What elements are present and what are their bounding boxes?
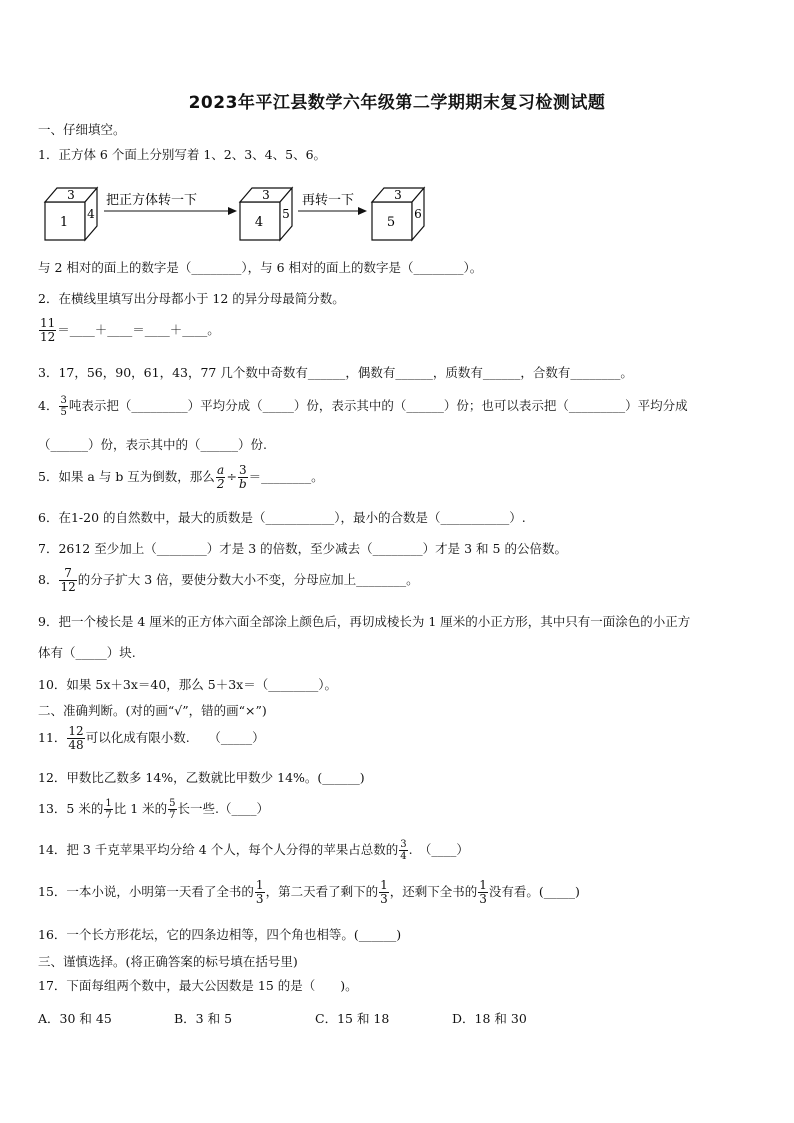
question-17: 17．下面每组两个数中，最大公因数是 15 的是（ )。	[38, 978, 358, 993]
cube-2-front: 4	[254, 215, 264, 230]
arrow-1-head	[228, 207, 237, 215]
question-1: 1．正方体 6 个面上分别写着 1、2、3、4、5、6。	[38, 147, 327, 162]
cube-1-side: 4	[87, 207, 95, 221]
cube-2-top: 3	[262, 188, 270, 202]
cube-rotation-figure	[40, 180, 440, 250]
option-c: C．15 和 18	[315, 1011, 390, 1026]
fraction-3-4: $\frac{3}{4}$	[400, 839, 407, 862]
question-8: 8． $\frac{7}{12}$ 的分子扩大 3 倍，要使分数大小不变，分母应加上________。	[38, 566, 419, 594]
fraction-12-48: $\frac{12}{48}$	[68, 724, 84, 752]
question-10: 10．如果 5x＋3x＝40，那么 5＋3x＝（________）。	[38, 677, 337, 692]
cube-3-top: 3	[394, 188, 402, 202]
section-1-heading: 一、仔细填空。	[38, 122, 126, 137]
option-a: A．30 和 45	[38, 1011, 112, 1026]
fraction-7-12: $\frac{7}{12}$	[60, 566, 76, 594]
question-13: 13．5 米的 $\frac{1}{7}$ 比 1 米的 $\frac{5}{7}$ 长一些.（____）	[38, 798, 269, 821]
arrow-1-label: 把正方体转一下	[106, 193, 198, 208]
question-4-line-2: （______）份，表示其中的（______）份.	[38, 437, 267, 452]
question-4-line-1: 4． $\frac{3}{5}$ 吨表示把（_________）平均分成（_____）份，表示其中的（______）份；也可以表示把（_________）平均分成	[38, 395, 688, 418]
question-2: 2．在横线里填写出分母都小于 12 的异分母最简分数。	[38, 291, 345, 306]
question-9-line-1: 9．把一个棱长是 4 厘米的正方体六面全部涂上颜色后，再切成棱长为 1 厘米的小正方形，其中只有一面涂色的小正方	[38, 614, 691, 629]
cube-1-top: 3	[67, 188, 75, 202]
fraction-a-2: $\frac{a}{2}$	[216, 463, 225, 491]
section-2-heading: 二、准确判断。(对的画“√”，错的画“×”)	[38, 703, 267, 718]
question-6: 6．在1-20 的自然数中，最大的质数是（___________），最小的合数是（___________）.	[38, 510, 526, 525]
question-7: 7．2612 至少加上（________）才是 3 的倍数，至少减去（________）才是 3 和 5 的公倍数。	[38, 541, 567, 556]
question-5: 5．如果 a 与 b 互为倒数，那么 $\frac{a}{2}$ ÷ $\frac{3}{b}$ ＝________。	[38, 463, 324, 491]
fraction-1-3-a: $\frac{1}{3}$	[255, 878, 264, 906]
question-16: 16．一个长方形花坛，它的四条边相等，四个角也相等。(______)	[38, 927, 402, 942]
fraction-5-7: $\frac{5}{7}$	[169, 798, 176, 821]
question-1-answer: 与 2 相对的面上的数字是（________），与 6 相对的面上的数字是（________）。	[38, 260, 483, 275]
question-14: 14．把 3 千克苹果平均分给 4 个人，每个人分得的苹果占总数的 $\frac{3}{4}$ . （____）	[38, 839, 469, 862]
question-2-equation: $\frac{11}{12}$ ＝____＋____＝____＋____。	[40, 316, 220, 344]
option-b: B．3 和 5	[174, 1011, 233, 1026]
question-3: 3．17，56，90，61，43，77 几个数中奇数有______，偶数有______，质数有______，合数有________。	[38, 365, 633, 380]
cube-3-front: 5	[386, 215, 396, 230]
option-d: D．18 和 30	[452, 1011, 527, 1026]
question-9-line-2: 体有（_____）块.	[38, 645, 136, 660]
section-3-heading: 三、谨慎选择。(将正确答案的标号填在括号里)	[38, 954, 298, 969]
fraction-3-5: $\frac{3}{5}$	[60, 395, 67, 418]
fraction-1-3-c: $\frac{1}{3}$	[479, 878, 487, 906]
cube-3-side: 6	[414, 207, 422, 221]
fraction-1-7: $\frac{1}{7}$	[105, 798, 112, 821]
question-15: 15．一本小说，小明第一天看了全书的 $\frac{1}{3}$ ，第二天看了剩下的 $\frac{1}{3}$ ，还剩下全书的 $\frac{1}{3}$ 没有看。(_____)	[38, 878, 580, 906]
fraction-11-12: $\frac{11}{12}$	[40, 316, 56, 344]
page-title: 2023年平江县数学六年级第二学期期末复习检测试题	[188, 93, 606, 113]
arrow-2-label: 再转一下	[302, 193, 355, 208]
cube-1-front: 1	[59, 215, 69, 230]
arrow-2-head	[358, 207, 367, 215]
fraction-1-3-b: $\frac{1}{3}$	[380, 878, 388, 906]
cube-2-side: 5	[282, 207, 290, 221]
question-12: 12．甲数比乙数多 14%，乙数就比甲数少 14%。(______)	[38, 770, 365, 785]
question-11: 11． $\frac{12}{48}$ 可以化成有限小数. （_____）	[38, 724, 265, 752]
fraction-3-b: $\frac{3}{b}$	[238, 463, 247, 491]
